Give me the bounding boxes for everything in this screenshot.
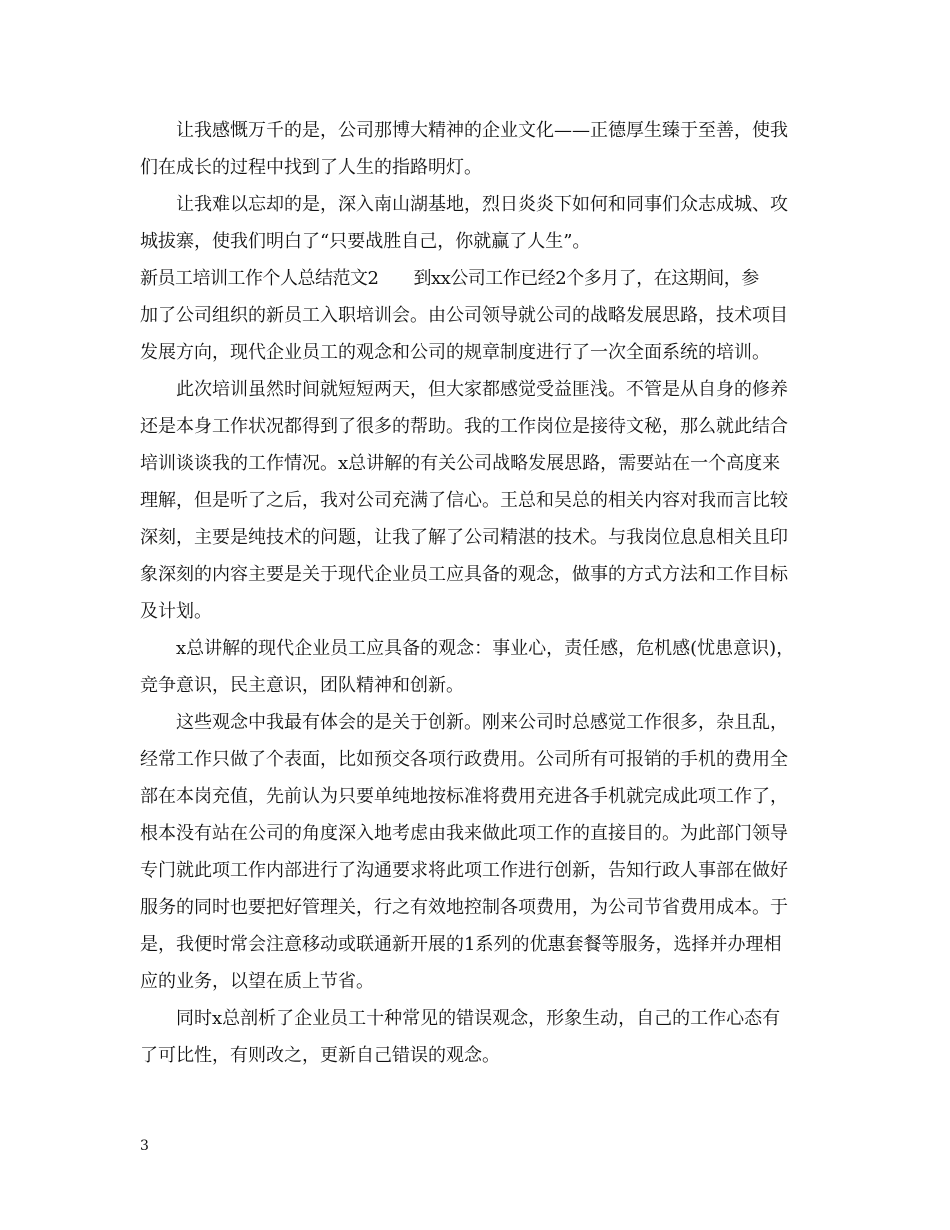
text-line: 应的业务，以望在质上节省。 — [140, 971, 374, 992]
text-line: 象深刻的内容主要是关于现代企业员工应具备的观念，做事的方式方法和工作目标 — [140, 564, 788, 585]
text-line: 让我难以忘却的是，深入南山湖基地，烈日炎炎下如何和同事们众志成城、攻 — [176, 194, 788, 215]
text-line: 发展方向，现代企业员工的观念和公司的规章制度进行了一次全面系统的培训。 — [140, 342, 770, 363]
text-line: 根本没有站在公司的角度深入地考虑由我来做此项工作的直接目的。为此部门领导 — [140, 823, 788, 844]
text-line: 服务的同时也要把好管理关，行之有效地控制各项费用，为公司节省费用成本。于 — [140, 897, 788, 918]
text-line: 理解，但是听了之后，我对公司充满了信心。王总和吴总的相关内容对我而言比较 — [140, 490, 788, 511]
text-line: 是，我便时常会注意移动或联通新开展的1系列的优惠套餐等服务，选择并办理相 — [140, 934, 782, 955]
text-line: x总讲解的现代企业员工应具备的观念：事业心，责任感，危机感(忧患意识)， — [176, 638, 795, 659]
text-line: 让我感慨万千的是，公司那博大精神的企业文化——正德厚生臻于至善，使我 — [176, 120, 788, 141]
text-line: 此次培训虽然时间就短短两天，但大家都感觉受益匪浅。不管是从自身的修养 — [176, 379, 788, 400]
section-heading-line: 新员工培训工作个人总结范文2 到xx公司工作已经2个多月了，在这期间，参 — [140, 268, 759, 289]
text-line: 这些观念中我最有体会的是关于创新。刚来公司时总感觉工作很多，杂且乱， — [176, 712, 788, 733]
text-line: 加了公司组织的新员工入职培训会。由公司领导就公司的战略发展思路，技术项目 — [140, 305, 788, 326]
text-line: 了可比性，有则改之，更新自己错误的观念。 — [140, 1045, 500, 1066]
text-line: 城拔寨，使我们明白了“只要战胜自己，你就赢了人生”。 — [140, 231, 591, 252]
text-line: 专门就此项工作内部进行了沟通要求将此项工作进行创新，告知行政人事部在做好 — [140, 860, 788, 881]
text-line: 们在成长的过程中找到了人生的指路明灯。 — [140, 157, 482, 178]
text-line: 还是本身工作状况都得到了很多的帮助。我的工作岗位是接待文秘，那么就此结合 — [140, 416, 788, 437]
page-number: 3 — [140, 1138, 149, 1154]
text-line: 及计划。 — [140, 601, 212, 622]
text-line: 竞争意识，民主意识，团队精神和创新。 — [140, 675, 464, 696]
text-line: 同时x总剖析了企业员工十种常见的错误观念，形象生动，自己的工作心态有 — [176, 1008, 781, 1029]
text-line: 部在本岗充值，先前认为只要单纯地按标准将费用充进各手机就完成此项工作了， — [140, 786, 788, 807]
text-line: 深刻，主要是纯技术的问题，让我了解了公司精湛的技术。与我岗位息息相关且印 — [140, 527, 788, 548]
text-line: 经常工作只做了个表面，比如预交各项行政费用。公司所有可报销的手机的费用全 — [140, 749, 788, 770]
body-text — [140, 112, 815, 1074]
text-line: 培训谈谈我的工作情况。x总讲解的有关公司战略发展思路，需要站在一个高度来 — [140, 453, 781, 474]
